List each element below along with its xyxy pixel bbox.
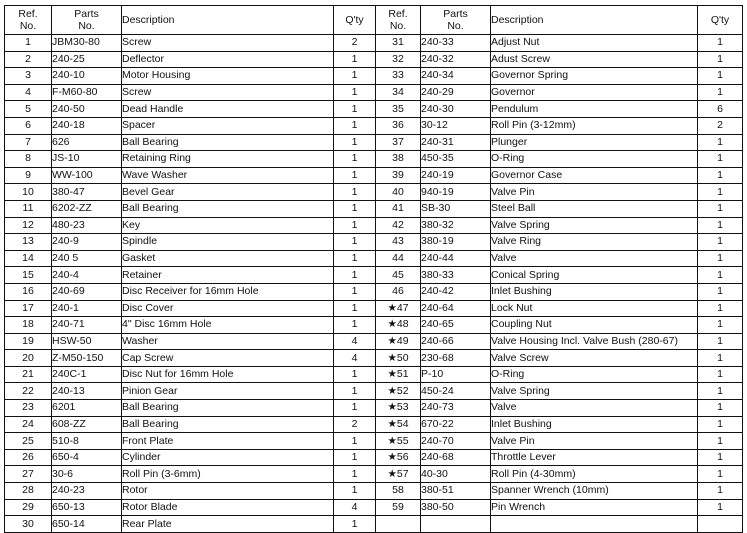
left-part-no-cell: F-M60-80 — [52, 84, 122, 101]
right-part-no-cell: 240-42 — [421, 283, 491, 300]
left-description-cell: Dead Handle — [122, 101, 334, 118]
left-description-cell: Disc Receiver for 16mm Hole — [122, 283, 334, 300]
right-quantity-cell: 2 — [698, 117, 743, 134]
right-ref-no-cell: 46 — [376, 283, 421, 300]
table-row — [5, 449, 743, 466]
right-ref-no-cell: 33 — [376, 68, 421, 85]
right-ref-no-cell: 38 — [376, 151, 421, 168]
right-quantity-cell: 1 — [698, 350, 743, 367]
left-part-no-cell: 510-8 — [52, 433, 122, 450]
left-quantity-cell: 1 — [334, 84, 376, 101]
right-ref-no-cell — [376, 516, 421, 533]
right-ref-no-cell: 43 — [376, 234, 421, 251]
right-part-no-cell: 240-65 — [421, 317, 491, 334]
right-quantity-cell: 1 — [698, 217, 743, 234]
right-part-no-cell: 230-68 — [421, 350, 491, 367]
left-quantity-cell: 1 — [334, 483, 376, 500]
left-part-no-cell: HSW-50 — [52, 333, 122, 350]
left-quantity-cell: 1 — [334, 516, 376, 533]
left-quantity-cell: 1 — [334, 134, 376, 151]
left-quantity-cell: 1 — [334, 366, 376, 383]
right-part-no-cell: 240-33 — [421, 35, 491, 52]
left-quantity-cell: 1 — [334, 151, 376, 168]
right-quantity-cell: 1 — [698, 499, 743, 516]
right-quantity-cell: 1 — [698, 366, 743, 383]
right-ref-no-cell: ★49 — [376, 333, 421, 350]
left-quantity-cell: 1 — [334, 466, 376, 483]
right-ref-no-cell: ★47 — [376, 300, 421, 317]
left-part-no-cell: JBM30-80 — [52, 35, 122, 52]
right-description-cell: Adust Screw — [491, 51, 698, 68]
right-description-cell: Valve Pin — [491, 433, 698, 450]
right-ref-no-cell: 40 — [376, 184, 421, 201]
right-description-cell: Inlet Bushing — [491, 416, 698, 433]
left-ref-no-cell: 25 — [5, 433, 52, 450]
right-quantity-cell: 1 — [698, 400, 743, 417]
right-part-no-cell: SB-30 — [421, 200, 491, 217]
right-ref-no-cell: ★53 — [376, 400, 421, 417]
table-row — [5, 117, 743, 134]
left-quantity-cell: 4 — [334, 499, 376, 516]
left-description-cell: Ball Bearing — [122, 134, 334, 151]
parts-no-header: Parts No. — [421, 6, 491, 35]
description-header: Description — [491, 6, 698, 35]
right-description-cell: Spanner Wrench (10mm) — [491, 483, 698, 500]
left-description-cell: Screw — [122, 35, 334, 52]
table-row — [5, 217, 743, 234]
right-part-no-cell: 240-68 — [421, 449, 491, 466]
right-part-no-cell: 670-22 — [421, 416, 491, 433]
left-ref-no-cell: 19 — [5, 333, 52, 350]
right-quantity-cell: 1 — [698, 383, 743, 400]
right-quantity-cell — [698, 516, 743, 533]
left-ref-no-cell: 27 — [5, 466, 52, 483]
left-ref-no-cell: 1 — [5, 35, 52, 52]
right-part-no-cell: 240-19 — [421, 167, 491, 184]
left-ref-no-cell: 15 — [5, 267, 52, 284]
left-quantity-cell: 1 — [334, 449, 376, 466]
right-description-cell — [491, 516, 698, 533]
right-description-cell: Valve Housing Incl. Valve Bush (280-67) — [491, 333, 698, 350]
left-quantity-cell: 2 — [334, 35, 376, 52]
ref-no-header: Ref. No. — [376, 6, 421, 35]
right-ref-no-cell: ★51 — [376, 366, 421, 383]
left-ref-no-cell: 20 — [5, 350, 52, 367]
left-part-no-cell: 240-4 — [52, 267, 122, 284]
table-row — [5, 267, 743, 284]
left-quantity-cell: 1 — [334, 167, 376, 184]
table-row — [5, 350, 743, 367]
description-header: Description — [122, 6, 334, 35]
left-part-no-cell: 240-18 — [52, 117, 122, 134]
left-description-cell: Pinion Gear — [122, 383, 334, 400]
left-description-cell: Spacer — [122, 117, 334, 134]
left-quantity-cell: 1 — [334, 250, 376, 267]
right-ref-no-cell: 35 — [376, 101, 421, 118]
qty-header: Q'ty — [334, 6, 376, 35]
left-ref-no-cell: 23 — [5, 400, 52, 417]
right-part-no-cell: 240-29 — [421, 84, 491, 101]
right-part-no-cell: 380-33 — [421, 267, 491, 284]
right-part-no-cell: 240-66 — [421, 333, 491, 350]
left-part-no-cell: 240-1 — [52, 300, 122, 317]
left-part-no-cell: 626 — [52, 134, 122, 151]
left-description-cell: Motor Housing — [122, 68, 334, 85]
left-part-no-cell: 240-69 — [52, 283, 122, 300]
left-part-no-cell: 240-50 — [52, 101, 122, 118]
left-part-no-cell: 240-10 — [52, 68, 122, 85]
left-ref-no-cell: 9 — [5, 167, 52, 184]
right-quantity-cell: 1 — [698, 333, 743, 350]
left-part-no-cell: 240 5 — [52, 250, 122, 267]
right-ref-no-cell: 32 — [376, 51, 421, 68]
left-quantity-cell: 4 — [334, 350, 376, 367]
right-ref-no-cell: 59 — [376, 499, 421, 516]
table-row — [5, 300, 743, 317]
left-part-no-cell: 380-47 — [52, 184, 122, 201]
right-quantity-cell: 1 — [698, 250, 743, 267]
right-ref-no-cell: ★56 — [376, 449, 421, 466]
right-quantity-cell: 1 — [698, 483, 743, 500]
left-quantity-cell: 1 — [334, 267, 376, 284]
right-description-cell: Conical Spring — [491, 267, 698, 284]
left-ref-no-cell: 8 — [5, 151, 52, 168]
right-quantity-cell: 1 — [698, 51, 743, 68]
right-ref-no-cell: 36 — [376, 117, 421, 134]
left-description-cell: 4" Disc 16mm Hole — [122, 317, 334, 334]
table-row — [5, 167, 743, 184]
left-description-cell: Rotor Blade — [122, 499, 334, 516]
right-quantity-cell: 1 — [698, 84, 743, 101]
right-description-cell: Steel Ball — [491, 200, 698, 217]
table-row — [5, 51, 743, 68]
table-row — [5, 383, 743, 400]
right-part-no-cell: P-10 — [421, 366, 491, 383]
left-description-cell: Ball Bearing — [122, 416, 334, 433]
left-ref-no-cell: 2 — [5, 51, 52, 68]
left-description-cell: Roll Pin (3-6mm) — [122, 466, 334, 483]
right-ref-no-cell: ★54 — [376, 416, 421, 433]
right-description-cell: Pendulum — [491, 101, 698, 118]
table-row — [5, 35, 743, 52]
parts-list-table — [4, 5, 743, 533]
right-description-cell: Valve — [491, 400, 698, 417]
left-part-no-cell: 6201 — [52, 400, 122, 417]
right-description-cell: Governor Spring — [491, 68, 698, 85]
table-header-row — [5, 6, 743, 35]
left-description-cell: Retainer — [122, 267, 334, 284]
left-ref-no-cell: 26 — [5, 449, 52, 466]
left-part-no-cell: 240-23 — [52, 483, 122, 500]
right-part-no-cell: 380-51 — [421, 483, 491, 500]
table-row — [5, 466, 743, 483]
left-description-cell: Gasket — [122, 250, 334, 267]
left-quantity-cell: 1 — [334, 200, 376, 217]
left-ref-no-cell: 10 — [5, 184, 52, 201]
left-quantity-cell: 1 — [334, 68, 376, 85]
left-part-no-cell: 6202-ZZ — [52, 200, 122, 217]
left-ref-no-cell: 16 — [5, 283, 52, 300]
ref-no-header: Ref. No. — [5, 6, 52, 35]
left-description-cell: Ball Bearing — [122, 200, 334, 217]
left-quantity-cell: 1 — [334, 283, 376, 300]
left-quantity-cell: 1 — [334, 383, 376, 400]
left-description-cell: Ball Bearing — [122, 400, 334, 417]
left-part-no-cell: 240-9 — [52, 234, 122, 251]
left-description-cell: Cylinder — [122, 449, 334, 466]
left-description-cell: Bevel Gear — [122, 184, 334, 201]
left-ref-no-cell: 4 — [5, 84, 52, 101]
right-description-cell: O-Ring — [491, 151, 698, 168]
right-quantity-cell: 1 — [698, 317, 743, 334]
left-part-no-cell: Z-M50-150 — [52, 350, 122, 367]
right-description-cell: Roll Pin (3-12mm) — [491, 117, 698, 134]
left-ref-no-cell: 13 — [5, 234, 52, 251]
left-quantity-cell: 4 — [334, 333, 376, 350]
right-description-cell: O-Ring — [491, 366, 698, 383]
right-quantity-cell: 1 — [698, 283, 743, 300]
right-quantity-cell: 1 — [698, 416, 743, 433]
right-description-cell: Valve Pin — [491, 184, 698, 201]
table-row — [5, 250, 743, 267]
left-ref-no-cell: 18 — [5, 317, 52, 334]
right-part-no-cell: 40-30 — [421, 466, 491, 483]
left-quantity-cell: 1 — [334, 300, 376, 317]
left-part-no-cell: 240-71 — [52, 317, 122, 334]
left-description-cell: Rear Plate — [122, 516, 334, 533]
left-ref-no-cell: 12 — [5, 217, 52, 234]
right-quantity-cell: 1 — [698, 68, 743, 85]
right-quantity-cell: 1 — [698, 134, 743, 151]
left-part-no-cell: 650-13 — [52, 499, 122, 516]
right-quantity-cell: 1 — [698, 300, 743, 317]
right-part-no-cell: 240-70 — [421, 433, 491, 450]
left-ref-no-cell: 3 — [5, 68, 52, 85]
right-part-no-cell: 240-44 — [421, 250, 491, 267]
right-description-cell: Valve Ring — [491, 234, 698, 251]
right-description-cell: Governor Case — [491, 167, 698, 184]
right-quantity-cell: 1 — [698, 167, 743, 184]
right-quantity-cell: 1 — [698, 466, 743, 483]
left-quantity-cell: 1 — [334, 217, 376, 234]
left-description-cell: Key — [122, 217, 334, 234]
right-ref-no-cell: ★55 — [376, 433, 421, 450]
right-quantity-cell: 1 — [698, 433, 743, 450]
table-row — [5, 101, 743, 118]
parts-list-body — [5, 35, 743, 533]
left-quantity-cell: 1 — [334, 317, 376, 334]
left-quantity-cell: 1 — [334, 400, 376, 417]
left-description-cell: Retaining Ring — [122, 151, 334, 168]
left-ref-no-cell: 24 — [5, 416, 52, 433]
table-row — [5, 400, 743, 417]
right-ref-no-cell: 34 — [376, 84, 421, 101]
table-row — [5, 184, 743, 201]
right-part-no-cell: 240-30 — [421, 101, 491, 118]
left-part-no-cell: JS-10 — [52, 151, 122, 168]
table-row — [5, 134, 743, 151]
right-part-no-cell: 240-31 — [421, 134, 491, 151]
left-description-cell: Disc Nut for 16mm Hole — [122, 366, 334, 383]
right-part-no-cell: 240-64 — [421, 300, 491, 317]
table-row — [5, 234, 743, 251]
left-ref-no-cell: 29 — [5, 499, 52, 516]
right-part-no-cell: 380-50 — [421, 499, 491, 516]
table-row — [5, 333, 743, 350]
right-ref-no-cell: 58 — [376, 483, 421, 500]
table-row — [5, 499, 743, 516]
right-description-cell: Plunger — [491, 134, 698, 151]
table-row — [5, 317, 743, 334]
qty-header: Q'ty — [698, 6, 743, 35]
right-quantity-cell: 1 — [698, 184, 743, 201]
table-row — [5, 68, 743, 85]
right-quantity-cell: 1 — [698, 200, 743, 217]
right-part-no-cell: 240-32 — [421, 51, 491, 68]
right-ref-no-cell: ★57 — [376, 466, 421, 483]
left-ref-no-cell: 7 — [5, 134, 52, 151]
right-description-cell: Valve Spring — [491, 217, 698, 234]
table-row — [5, 516, 743, 533]
left-ref-no-cell: 21 — [5, 366, 52, 383]
left-ref-no-cell: 14 — [5, 250, 52, 267]
left-part-no-cell: 650-4 — [52, 449, 122, 466]
left-description-cell: Cap Screw — [122, 350, 334, 367]
right-ref-no-cell: ★48 — [376, 317, 421, 334]
left-ref-no-cell: 22 — [5, 383, 52, 400]
right-description-cell: Valve — [491, 250, 698, 267]
left-quantity-cell: 1 — [334, 117, 376, 134]
right-part-no-cell: 450-35 — [421, 151, 491, 168]
table-row — [5, 283, 743, 300]
right-description-cell: Governor — [491, 84, 698, 101]
right-quantity-cell: 1 — [698, 267, 743, 284]
right-quantity-cell: 1 — [698, 234, 743, 251]
right-part-no-cell: 240-34 — [421, 68, 491, 85]
left-part-no-cell: 240C-1 — [52, 366, 122, 383]
left-part-no-cell: 650-14 — [52, 516, 122, 533]
table-row — [5, 84, 743, 101]
left-part-no-cell: WW-100 — [52, 167, 122, 184]
right-quantity-cell: 6 — [698, 101, 743, 118]
right-part-no-cell — [421, 516, 491, 533]
left-description-cell: Washer — [122, 333, 334, 350]
right-description-cell: Lock Nut — [491, 300, 698, 317]
left-ref-no-cell: 28 — [5, 483, 52, 500]
left-quantity-cell: 1 — [334, 51, 376, 68]
left-quantity-cell: 1 — [334, 234, 376, 251]
left-description-cell: Screw — [122, 84, 334, 101]
table-row — [5, 433, 743, 450]
right-description-cell: Pin Wrench — [491, 499, 698, 516]
left-ref-no-cell: 11 — [5, 200, 52, 217]
right-ref-no-cell: ★52 — [376, 383, 421, 400]
right-description-cell: Inlet Bushing — [491, 283, 698, 300]
right-description-cell: Roll Pin (4-30mm) — [491, 466, 698, 483]
left-description-cell: Front Plate — [122, 433, 334, 450]
left-description-cell: Deflector — [122, 51, 334, 68]
right-part-no-cell: 450-24 — [421, 383, 491, 400]
right-quantity-cell: 1 — [698, 35, 743, 52]
left-description-cell: Rotor — [122, 483, 334, 500]
right-ref-no-cell: 41 — [376, 200, 421, 217]
left-part-no-cell: 30-6 — [52, 466, 122, 483]
right-description-cell: Valve Spring — [491, 383, 698, 400]
right-part-no-cell: 380-32 — [421, 217, 491, 234]
right-ref-no-cell: 45 — [376, 267, 421, 284]
right-ref-no-cell: ★50 — [376, 350, 421, 367]
right-ref-no-cell: 39 — [376, 167, 421, 184]
left-quantity-cell: 1 — [334, 101, 376, 118]
right-description-cell: Adjust Nut — [491, 35, 698, 52]
left-part-no-cell: 240-25 — [52, 51, 122, 68]
left-quantity-cell: 2 — [334, 416, 376, 433]
left-description-cell: Spindle — [122, 234, 334, 251]
left-ref-no-cell: 6 — [5, 117, 52, 134]
right-quantity-cell: 1 — [698, 449, 743, 466]
left-part-no-cell: 608-ZZ — [52, 416, 122, 433]
left-quantity-cell: 1 — [334, 184, 376, 201]
right-ref-no-cell: 31 — [376, 35, 421, 52]
right-part-no-cell: 940-19 — [421, 184, 491, 201]
left-ref-no-cell: 17 — [5, 300, 52, 317]
right-part-no-cell: 380-19 — [421, 234, 491, 251]
left-quantity-cell: 1 — [334, 433, 376, 450]
right-ref-no-cell: 44 — [376, 250, 421, 267]
right-part-no-cell: 30-12 — [421, 117, 491, 134]
left-ref-no-cell: 5 — [5, 101, 52, 118]
left-description-cell: Wave Washer — [122, 167, 334, 184]
left-part-no-cell: 240-13 — [52, 383, 122, 400]
left-description-cell: Disc Cover — [122, 300, 334, 317]
table-row — [5, 200, 743, 217]
table-row — [5, 416, 743, 433]
right-description-cell: Valve Screw — [491, 350, 698, 367]
right-ref-no-cell: 42 — [376, 217, 421, 234]
left-part-no-cell: 480-23 — [52, 217, 122, 234]
right-ref-no-cell: 37 — [376, 134, 421, 151]
parts-no-header: Parts No. — [52, 6, 122, 35]
table-row — [5, 366, 743, 383]
right-quantity-cell: 1 — [698, 151, 743, 168]
right-description-cell: Coupling Nut — [491, 317, 698, 334]
table-row — [5, 151, 743, 168]
table-row — [5, 483, 743, 500]
left-ref-no-cell: 30 — [5, 516, 52, 533]
right-description-cell: Throttle Lever — [491, 449, 698, 466]
right-part-no-cell: 240-73 — [421, 400, 491, 417]
